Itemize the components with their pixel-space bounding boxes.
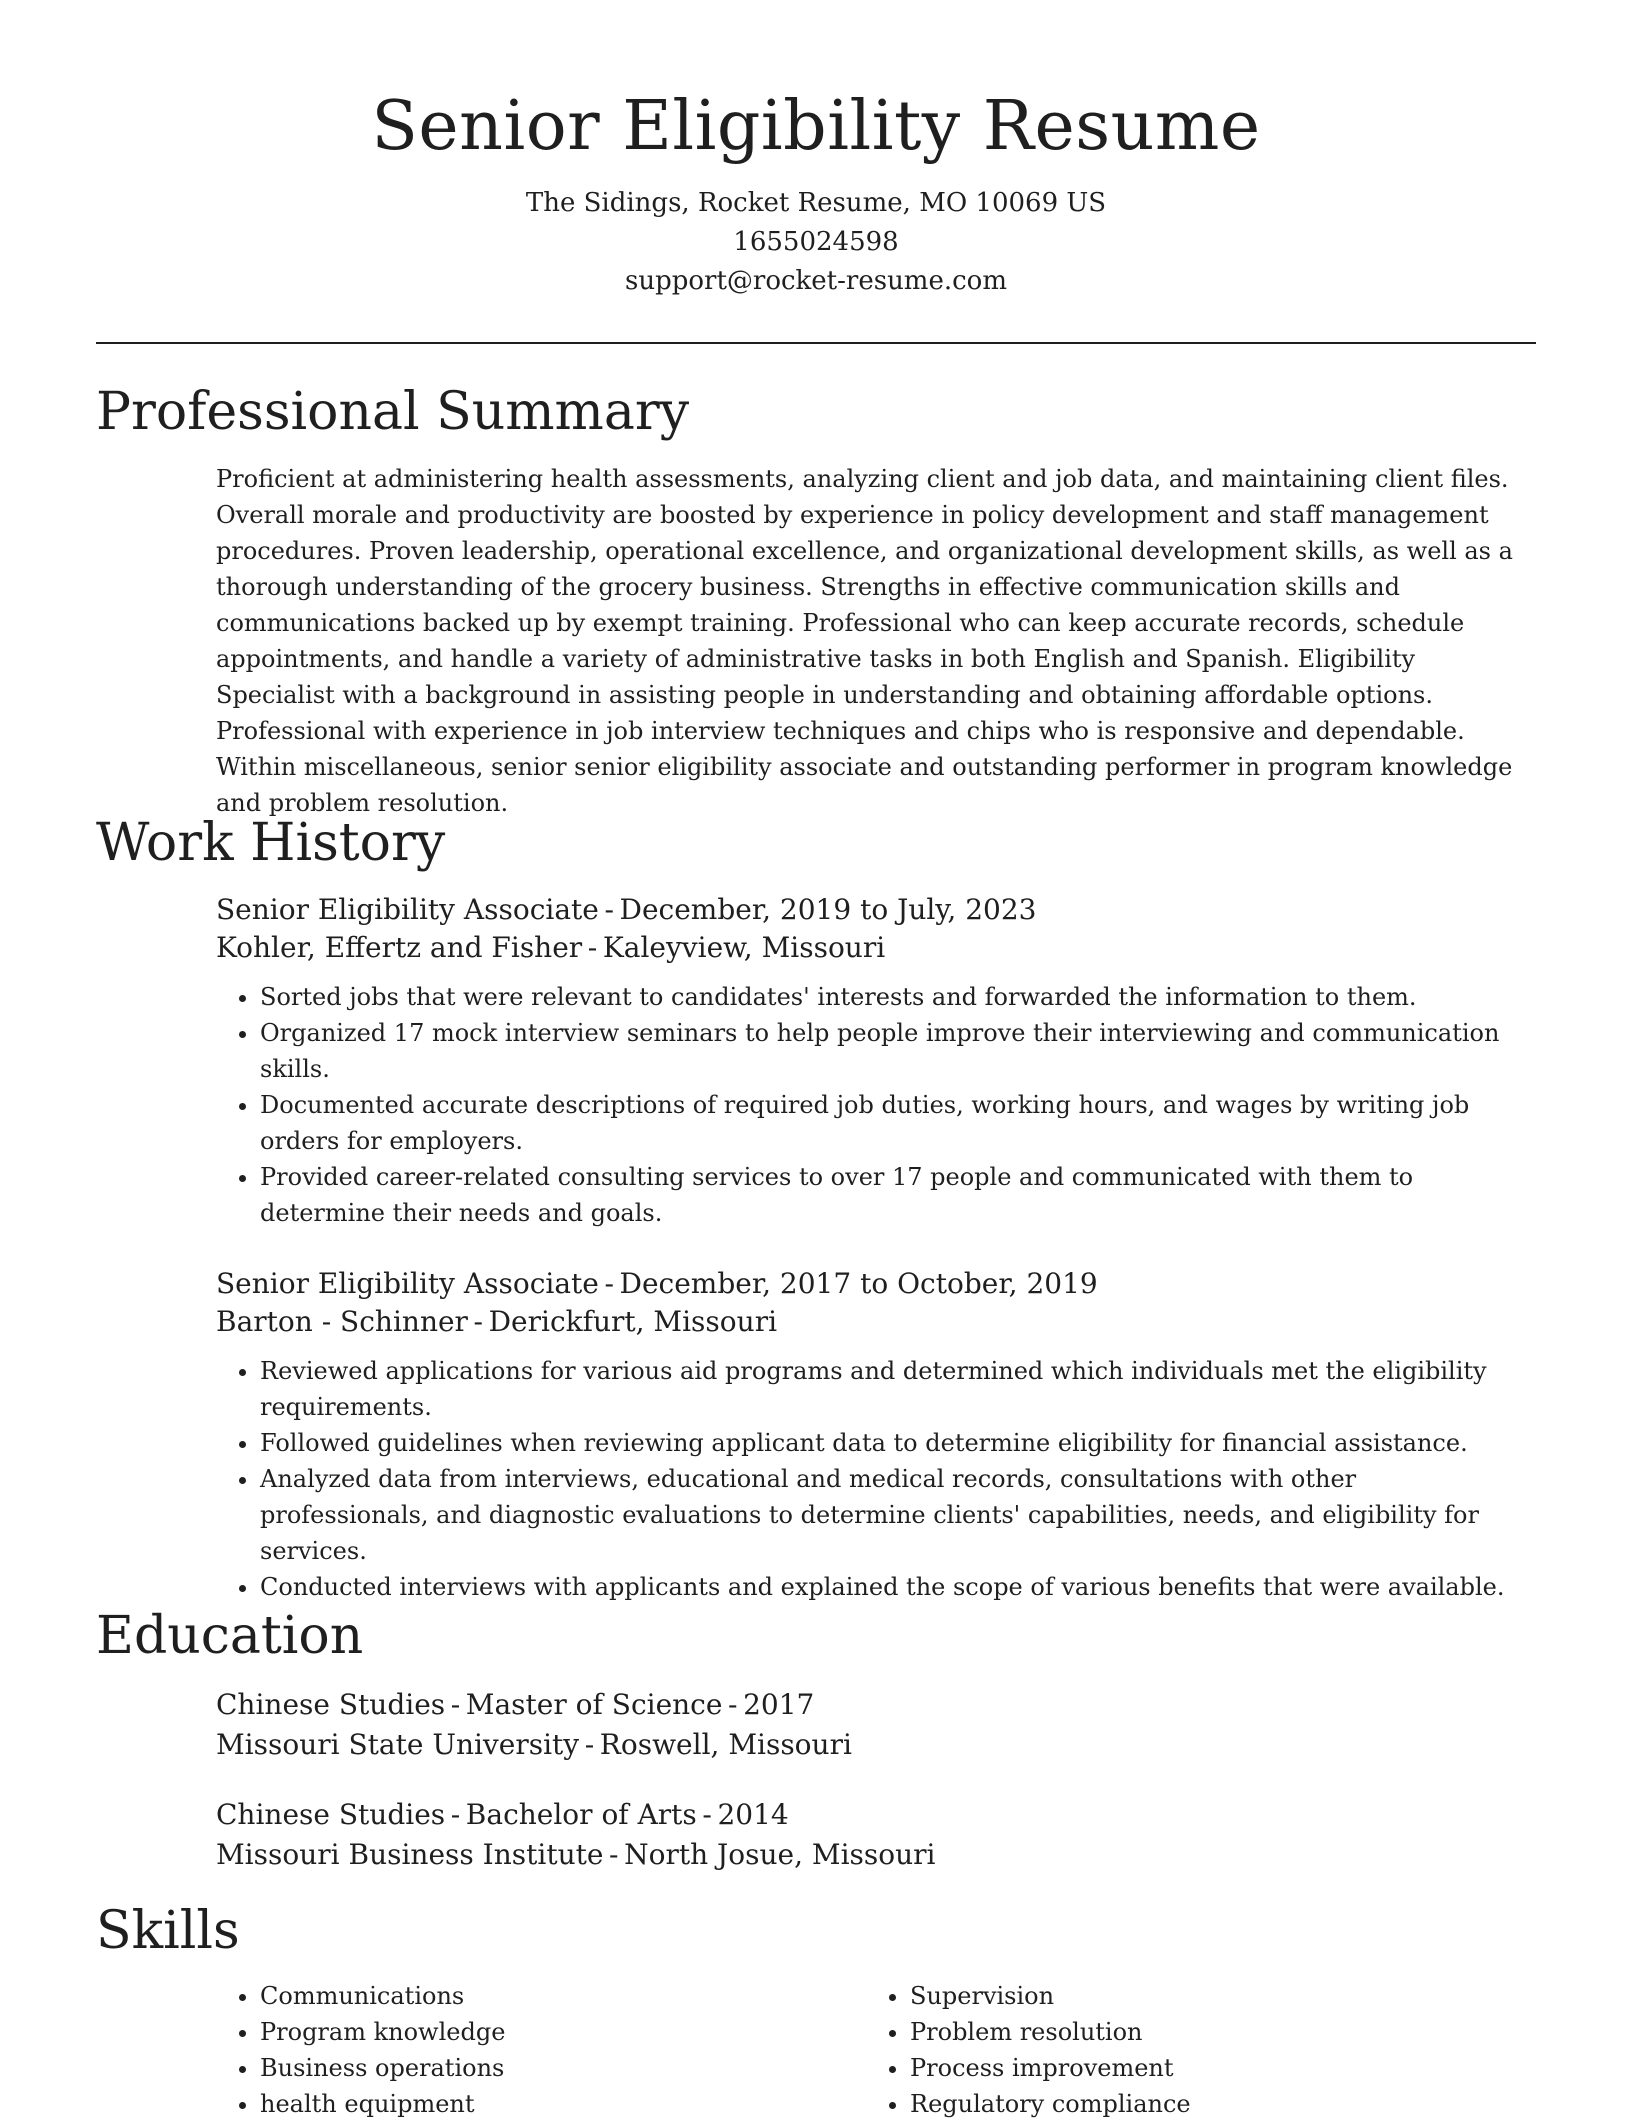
skill-item: • Supervision	[910, 1978, 1516, 2014]
resume-header	[0, 82, 1632, 301]
job-bullet: • Sorted jobs that were relevant to candidates' interests and forwarded the information to them.	[260, 979, 1526, 1015]
resume-name: Senior Eligibility Resume	[371, 87, 1261, 166]
contact-phone: 1655024598	[733, 227, 899, 257]
education-school-line: Missouri Business Institute - North Josue, Missouri	[216, 1838, 936, 1871]
summary-body	[216, 461, 1526, 821]
section-title-skills: Skills	[96, 1901, 240, 1961]
skill-item: • Program knowledge	[260, 2014, 866, 2050]
education-school: Missouri State University	[216, 1728, 580, 1761]
job-bullet: • Conducted interviews with applicants and explained the scope of various benefits that were available.	[260, 1569, 1526, 1605]
education-location: North Josue, Missouri	[624, 1838, 936, 1871]
contact-address: The Sidings, Rocket Resume, MO 10069 US	[525, 188, 1107, 218]
education-entry	[216, 1795, 1526, 1875]
skill-item: • health equipment	[260, 2086, 866, 2122]
job-bullet: • Analyzed data from interviews, educational and medical records, consultations with other professionals, and diagnostic evaluations to determine clients' capabilities, needs, and eligibility for services.	[260, 1461, 1526, 1569]
job-entry	[216, 1265, 1526, 1605]
skill-item: • Business operations	[260, 2050, 866, 2086]
job-company: Kohler, Effertz and Fisher	[216, 931, 583, 964]
education-school-line: Missouri State University - Roswell, Missouri	[216, 1728, 852, 1761]
skills-list-right	[866, 1978, 1516, 2122]
header-divider	[96, 342, 1536, 344]
skill-item: • Communications	[260, 1978, 866, 2014]
skills-grid	[216, 1978, 1526, 2122]
job-dates: December, 2019 to July, 2023	[619, 893, 1037, 926]
education-year: 2017	[743, 1688, 815, 1721]
job-company-line: Kohler, Effertz and Fisher - Kaleyview, Missouri	[216, 931, 886, 964]
job-bullet: • Organized 17 mock interview seminars to help people improve their interviewing and communication skills.	[260, 1015, 1526, 1087]
job-role: Senior Eligibility Associate	[216, 893, 599, 926]
skill-item: • Process improvement	[910, 2050, 1516, 2086]
job-location: Derickfurt, Missouri	[488, 1305, 778, 1338]
skills-body	[216, 1978, 1526, 2122]
skill-item: • Regulatory compliance	[910, 2086, 1516, 2122]
job-bullets	[216, 979, 1526, 1231]
section-title-work: Work History	[96, 813, 446, 873]
skill-item: • Problem resolution	[910, 2014, 1516, 2050]
education-degree: Bachelor of Arts	[465, 1798, 697, 1831]
job-company-line: Barton - Schinner - Derickfurt, Missouri	[216, 1305, 778, 1338]
education-degree-line: Chinese Studies - Master of Science - 2017	[216, 1688, 815, 1721]
skills-list-left	[216, 1978, 866, 2122]
job-dates: December, 2017 to October, 2019	[619, 1267, 1098, 1300]
job-title-line: Senior Eligibility Associate - December, 2017 to October, 2019	[216, 1267, 1098, 1300]
job-company: Barton - Schinner	[216, 1305, 468, 1338]
contact-block	[0, 184, 1632, 301]
education-field: Chinese Studies	[216, 1688, 446, 1721]
job-entry	[216, 891, 1526, 1231]
education-location: Roswell, Missouri	[599, 1728, 852, 1761]
education-body	[216, 1685, 1526, 1905]
job-bullets	[216, 1353, 1526, 1605]
education-field: Chinese Studies	[216, 1798, 446, 1831]
job-bullet: • Reviewed applications for various aid programs and determined which individuals met the eligibility requirements.	[260, 1353, 1526, 1425]
education-degree: Master of Science	[465, 1688, 723, 1721]
job-bullet: • Provided career-related consulting services to over 17 people and communicated with them to determine their needs and goals.	[260, 1159, 1526, 1231]
education-school: Missouri Business Institute	[216, 1838, 604, 1871]
education-year: 2014	[717, 1798, 789, 1831]
skills-column-left	[216, 1978, 866, 2122]
skills-column-right	[866, 1978, 1516, 2122]
section-title-summary: Professional Summary	[96, 382, 690, 442]
work-history-body	[216, 891, 1526, 1639]
summary-text: Proficient at administering health assessments, analyzing client and job data, and maintaining client files. Overall morale and productivity are boosted by experience in policy development and staff management procedures. Proven leadership, operational excellence, and organizational development skills, as well as a thorough understanding of the grocery business. Strengths in effective communication skills and communications backed up by exempt training. Professional who can keep accurate records, schedule appointments, and handle a variety of administrative tasks in both English and Spanish. Eligibility Specialist with a background in assisting people in understanding and obtaining affordable options. Professional with experience in job interview techniques and chips who is responsive and dependable. Within miscellaneous, senior senior eligibility associate and outstanding performer in program knowledge and problem resolution.	[216, 465, 1513, 817]
education-degree-line: Chinese Studies - Bachelor of Arts - 2014	[216, 1798, 789, 1831]
job-location: Kaleyview, Missouri	[602, 931, 886, 964]
contact-email: support@rocket-resume.com	[624, 266, 1007, 296]
job-bullet: • Followed guidelines when reviewing applicant data to determine eligibility for financial assistance.	[260, 1425, 1526, 1461]
job-bullet: • Documented accurate descriptions of required job duties, working hours, and wages by writing job orders for employers.	[260, 1087, 1526, 1159]
education-entry	[216, 1685, 1526, 1765]
job-role: Senior Eligibility Associate	[216, 1267, 599, 1300]
section-title-education: Education	[96, 1606, 364, 1666]
job-title-line: Senior Eligibility Associate - December, 2019 to July, 2023	[216, 893, 1037, 926]
